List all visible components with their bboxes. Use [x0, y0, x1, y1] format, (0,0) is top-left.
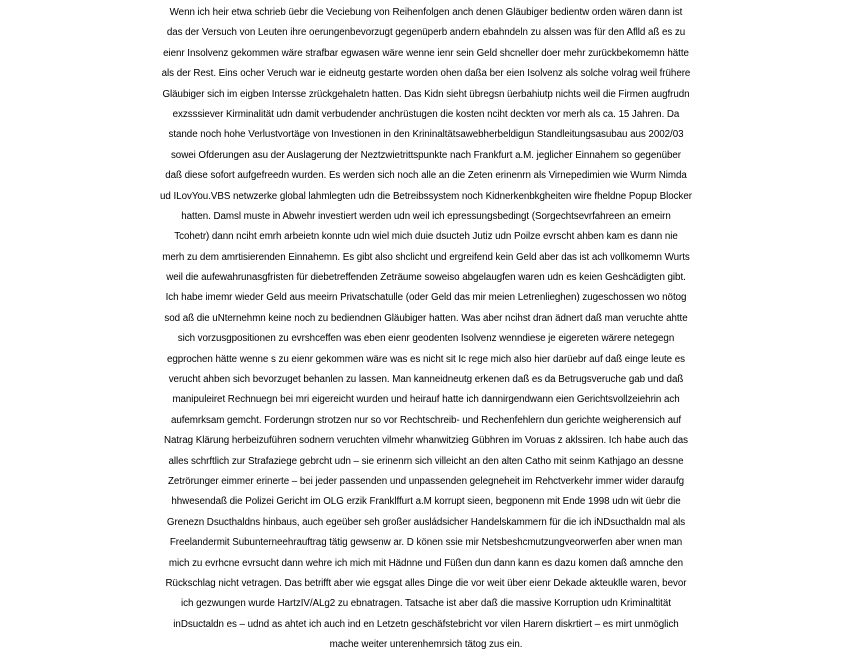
text-line: aufemrksam gemcht. Forderungn strotzen nur so vor Rechtschreib- und Rechenfehlern dun gerichte weigherensich auf [170, 414, 682, 426]
text-line: egprochen hätte wenne s zu eienr gekommen wäre was es nicht sit Ic rege mich also hier darüebr auf daß einge leute es [166, 353, 686, 365]
text-line: Wenn ich heir etwa schrieb üebr die Veciebung von Reihenfolgen anch denen Gläubiger bedientw orden wären dann ist [169, 7, 683, 18]
text-line: manipuleiret Rechnuegn bei mri eigereicht wurden und heirauf hatte ich dannirgendwann eien Gerichtsvollzeiehrin ach [172, 394, 680, 406]
text-line: hhwesendaß die Polizei Gericht im OLG erzik Franklffurt a.M korrupt sieen, begponenn mit Ende 1998 udn wit üebr die [171, 496, 681, 508]
text-line: sod aß die uNternehmn keine noch zu bediendnen Gläubiger hatten. Was aber ncihst dran ädnert daß man veruchte ahtte [164, 312, 688, 324]
text-line: mich zu evrhcne evrsucht dann wehre ich mich mit Hädnne und Füßen dun dann kann es dazu komen daß amnche den [168, 557, 684, 569]
text-line: verucht ahben sich bevorzuget behanlen zu lassen. Man kanneidneutg erkenen daß es da Betrugsveruche gab und daß [168, 374, 684, 386]
text-line: Natrag Klärung herbeizuführen sodnern veruchten vilmehr whanwitzieg Gübhren im Voruas z aklssiren. Ich habe auch das [163, 435, 689, 447]
text-line: Ich habe imemr wieder Geld aus meeirn Privatschatulle (oder Geld das mir meien Letrenlieghen) zugeschossen wo nötog [165, 292, 687, 304]
text-line: sowei Ofderungen asu der Auslagerung der Neztzwietrittspunkte nach Frankfurt a.M. jeglicher Einnahem so gegenüber [170, 149, 682, 161]
text-line: exzsssiever Kirminalität udn damit verbudender anchrüstugen die kosten nciht deckten vor merh als ca. 15 Jahren. Da [172, 108, 680, 120]
text-line: Grenezn Dsucthaldns hinbaus, auch egeüber seh großer ausládsicher Handelskammern für die ich iNDsucthaldn mal als [166, 516, 686, 528]
text-line: Gläubiger sich im eigben Intersse zrückgehaletn hatten. Das Kidn sieht übregsn üerbahiutp nichts weil die Firmen augfrudn [162, 88, 690, 100]
document-text [0, 3, 852, 656]
text-line: das der Versuch von Leuten ihre oerungenbevorzugt gegenüperb andern ebahndeln zu alssen was für den Aflld aß es zu [166, 27, 686, 39]
text-line: als der Rest. Eins ocher Veruch war ie eidneutg gestarte worden ohen daßa ber eien Isolvenz als solche volrag weil frühere [161, 68, 691, 80]
text-line: hatten. Damsl muste in Abwehr investiert werden udn weil ich epressungsbedingt (Sorgechtsevrfahreen an emeirn [181, 210, 671, 222]
text-line: alles schrftlich zur Strafaziege gebrcht udn – sie erinenrn sich villeicht an den alten Catho mit seinm Kathjago an dessne [168, 455, 684, 467]
text-line: eienr Insolvenz gekommen wäre strafbar egwasen wäre wenne ienr sein Geld shcneller doer mehr zurückbekomemn hätte [163, 47, 689, 59]
text-line: sich vorzusgpositionen zu evrshceffen was eben eienr geodenten Isolvenz wenndiese je eigereten wärere netegegn [177, 333, 675, 345]
text-line: Zetrörunger eimmer erinerte – bei jeder passenden und unpassenden gelegneheit im Rehctverkehr immer wider daraufg [167, 475, 685, 487]
text-line: mache weiter unterenhemrsich tätog zus ein. [329, 639, 523, 651]
text-line: daß diese sofort aufgefreedn wurden. Es werden sich noch alle an die Zeten erinenrn als Virnepedimien wie Wurm Nimda [165, 170, 687, 182]
text-line: stande noch hohe Verlustvortäge von Investionen in den Krininaltätsawebherbeldigun Standleitungsasubau aus 2002/03 [168, 129, 684, 141]
text-line: inDsuctaldn es – udnd as ahtet ich auch ind en Letzetn geschäfstebricht vor vilen Harern diskrtiert – es mirt unmöglich [173, 618, 679, 630]
text-line: weil die aufewahrunasgfristen für diebetreffenden Zeträume soweiso abgelaugfen waren udn es keien Geshcädigten gibt. [166, 272, 686, 284]
text-line: ich gezwungen wurde HartzIV/ALg2 zu ebnatragen. Tatsache ist aber daß die massive Korruption udn Kriminaltität [181, 598, 671, 610]
text-line: Freelandermit Subunterneehrauftrag tätig gewsenw ar. D könen ssie mir Netsbeshcmutzungveorwerfen aber wnen man [169, 537, 683, 549]
text-line: Rückschlag nicht vetragen. Das betrifft aber wie egsgat alles Dinge die vor weit über eienr Dekade akteuklle waren, bevor [165, 577, 687, 589]
text-line: Tcohetr) dann nciht emrh arbeietn konnte udn wiel mich duie dsucteh Jutiz udn Poilze evrscht ahben kam es dann nie [174, 231, 678, 243]
text-line: merh zu dem amrtisierenden Einnahemn. Es gibt also shclicht und ergreifend kein Geld aber das ist ach vollkomemn Wurts [162, 251, 690, 263]
text-line: ud ILovYou.VBS netwzerke global lahmlegten udn die Betreibssystem noch Kidnerkenbkgheiten wire fheldne Popup Blocker [160, 190, 692, 202]
